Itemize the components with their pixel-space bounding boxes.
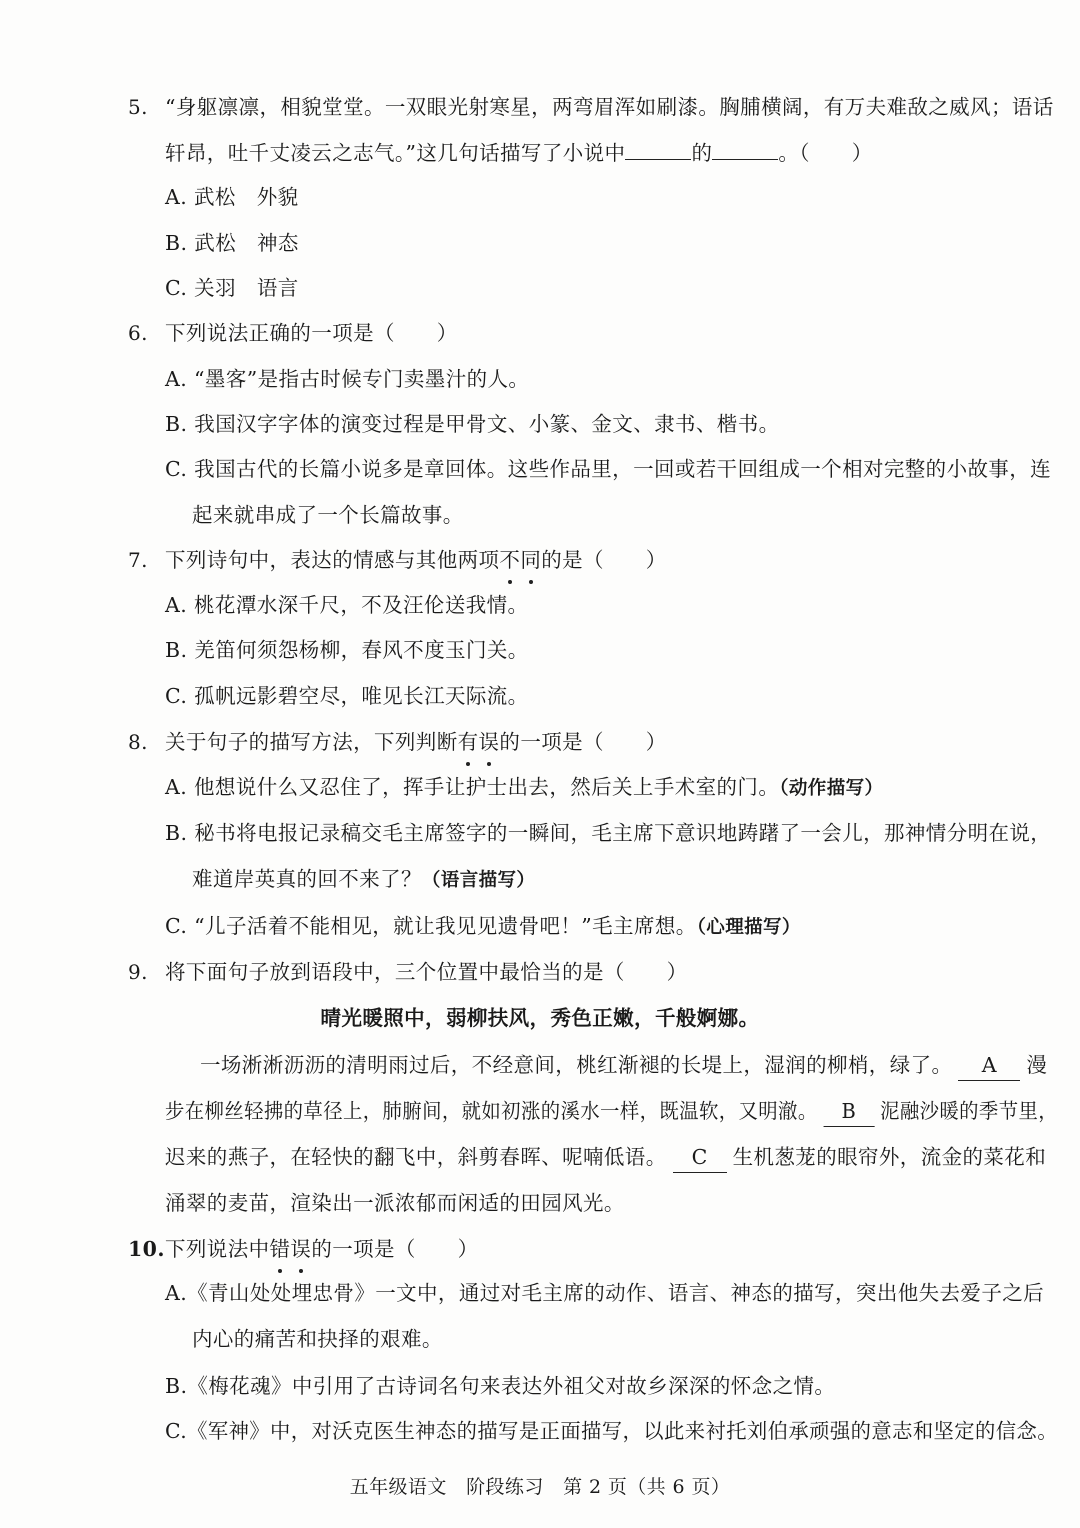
passage-line-2: [165, 1096, 1058, 1127]
position-marker-b: B: [823, 1096, 874, 1127]
question-7-stem: [165, 545, 667, 575]
passage-text: 泥融沙暖的季节里，: [880, 1099, 1059, 1123]
passage-text: 漫: [1026, 1053, 1048, 1077]
question-8-stem-b: 的一项是（ ）: [499, 730, 667, 754]
page-footer: 五年级语文 阶段练习 第 2 页（共 6 页）: [349, 1476, 731, 1498]
passage-text: 迟来的燕子，在轻快的翻飞中，斜剪春晖、呢喃低语。: [165, 1145, 667, 1169]
passage-line-3: [165, 1142, 1046, 1173]
emphasis-char: 不: [499, 545, 520, 575]
question-8-stem: [165, 727, 667, 757]
description-tag: （动作描写）: [779, 778, 884, 799]
emphasis-char: 同: [520, 545, 541, 575]
description-tag: （心理描写）: [696, 917, 801, 938]
question-5-text-a: 轩昂，吐千丈凌云之志气。”这几句话描写了小说中: [165, 141, 626, 165]
question-8-option-b-cont-text: 难道岸英真的回不来了？: [192, 867, 422, 891]
question-10-option-b: B.《梅花魂》中引用了古诗词名句来表达外祖父对故乡深深的怀念之情。: [165, 1374, 836, 1398]
answer-blank-1: [625, 137, 691, 160]
question-5-number: 5.: [128, 95, 148, 119]
passage-text: 生机葱茏的眼帘外，流金的菜花和: [732, 1145, 1047, 1169]
question-6-option-a: A. “墨客”是指古时候专门卖墨汁的人。: [165, 367, 530, 391]
question-5-stem-line2: [165, 137, 873, 168]
question-6-option-c: C. 我国古代的长篇小说多是章回体。这些作品里，一回或若干回组成一个相对完整的小故事，连: [165, 457, 1052, 481]
position-marker-c: C: [673, 1142, 727, 1173]
question-10-stem: [165, 1234, 479, 1264]
question-10-option-a: A.《青山处处埋忠骨》一文中，通过对毛主席的动作、语言、神态的描写，突出他失去爱子之后: [165, 1281, 1045, 1305]
question-10-stem-b: 的一项是（ ）: [311, 1237, 479, 1261]
passage-line-4: 涌翠的麦苗，渲染出一派浓郁而闲适的田园风光。: [165, 1191, 625, 1215]
question-10-option-c: C.《军神》中，对沃克医生神态的描写是正面描写，以此来衬托刘伯承顽强的意志和坚定的信念。: [165, 1419, 1058, 1443]
question-10-number: 10.: [128, 1237, 165, 1261]
question-6-stem: 下列说法正确的一项是（ ）: [165, 321, 458, 345]
question-9-insert-sentence: 晴光暖照中，弱柳扶风，秀色正嫩，千般婀娜。: [320, 1006, 760, 1030]
emphasis-char: 错: [270, 1234, 291, 1264]
answer-blank-2: [712, 137, 778, 160]
question-9-number: 9.: [128, 960, 148, 984]
question-5-option-b: B. 武松 神态: [165, 231, 299, 255]
question-8-option-a-text: A. 他想说什么又忍住了，挥手让护士出去，然后关上手术室的门。: [165, 775, 780, 799]
passage-text: 一场淅淅沥沥的清明雨过后，不经意间，桃红渐褪的长堤上，湿润的柳梢，绿了。: [200, 1053, 953, 1077]
emphasis-char: 误: [290, 1234, 311, 1264]
question-7-option-c: C. 孤帆远影碧空尽，唯见长江天际流。: [165, 684, 529, 708]
question-6-option-c-continued: 起来就串成了一个长篇故事。: [192, 503, 464, 527]
question-7-number: 7.: [128, 548, 148, 572]
question-7-option-b: B. 羌笛何须怨杨柳，春风不度玉门关。: [165, 638, 529, 662]
question-7-stem-b: 的是（ ）: [541, 548, 667, 572]
question-8-option-c: [165, 911, 801, 943]
question-5-option-c: C. 关羽 语言: [165, 276, 299, 300]
question-8-option-b-continued: [192, 864, 535, 896]
question-5-stem-line1: “身躯凛凛，相貌堂堂。一双眼光射寒星，两弯眉浑如刷漆。胸脯横阔，有万夫难敌之威风；语话: [165, 95, 1054, 119]
passage-line-1: [200, 1050, 1047, 1081]
question-10-option-a-continued: 内心的痛苦和抉择的艰难。: [192, 1327, 443, 1351]
question-10-stem-a: 下列说法中: [165, 1237, 270, 1261]
description-tag: （语言描写）: [421, 870, 536, 891]
question-8-option-b: B. 秘书将电报记录稿交毛主席签字的一瞬间，毛主席下意识地踌躇了一会儿，那神情分明在说，: [165, 821, 1052, 845]
question-8-option-c-text: C. “儿子活着不能相见，就让我见见遗骨吧！”毛主席想。: [165, 914, 697, 938]
question-6-option-b: B. 我国汉字字体的演变过程是甲骨文、小篆、金文、隶书、楷书。: [165, 412, 780, 436]
emphasis-char: 误: [479, 727, 500, 757]
question-5-text-b: 的: [691, 141, 713, 165]
question-8-number: 8.: [128, 730, 148, 754]
question-9-stem: 将下面句子放到语段中，三个位置中最恰当的是（ ）: [165, 960, 688, 984]
question-8-option-a: [165, 772, 883, 804]
emphasis-char: 有: [458, 727, 479, 757]
passage-text: 步在柳丝轻拂的草径上，肺腑间，就如初涨的溪水一样，既温软，又明澈。: [165, 1099, 818, 1123]
question-7-stem-a: 下列诗句中，表达的情感与其他两项: [165, 548, 500, 572]
question-8-stem-a: 关于句子的描写方法，下列判断: [165, 730, 458, 754]
question-5-text-c: 。（ ）: [778, 141, 873, 165]
question-5-option-a: A. 武松 外貌: [165, 185, 299, 209]
position-marker-a: A: [958, 1050, 1020, 1081]
question-7-option-a: A. 桃花潭水深千尺，不及汪伦送我情。: [165, 593, 529, 617]
question-6-number: 6.: [128, 321, 148, 345]
